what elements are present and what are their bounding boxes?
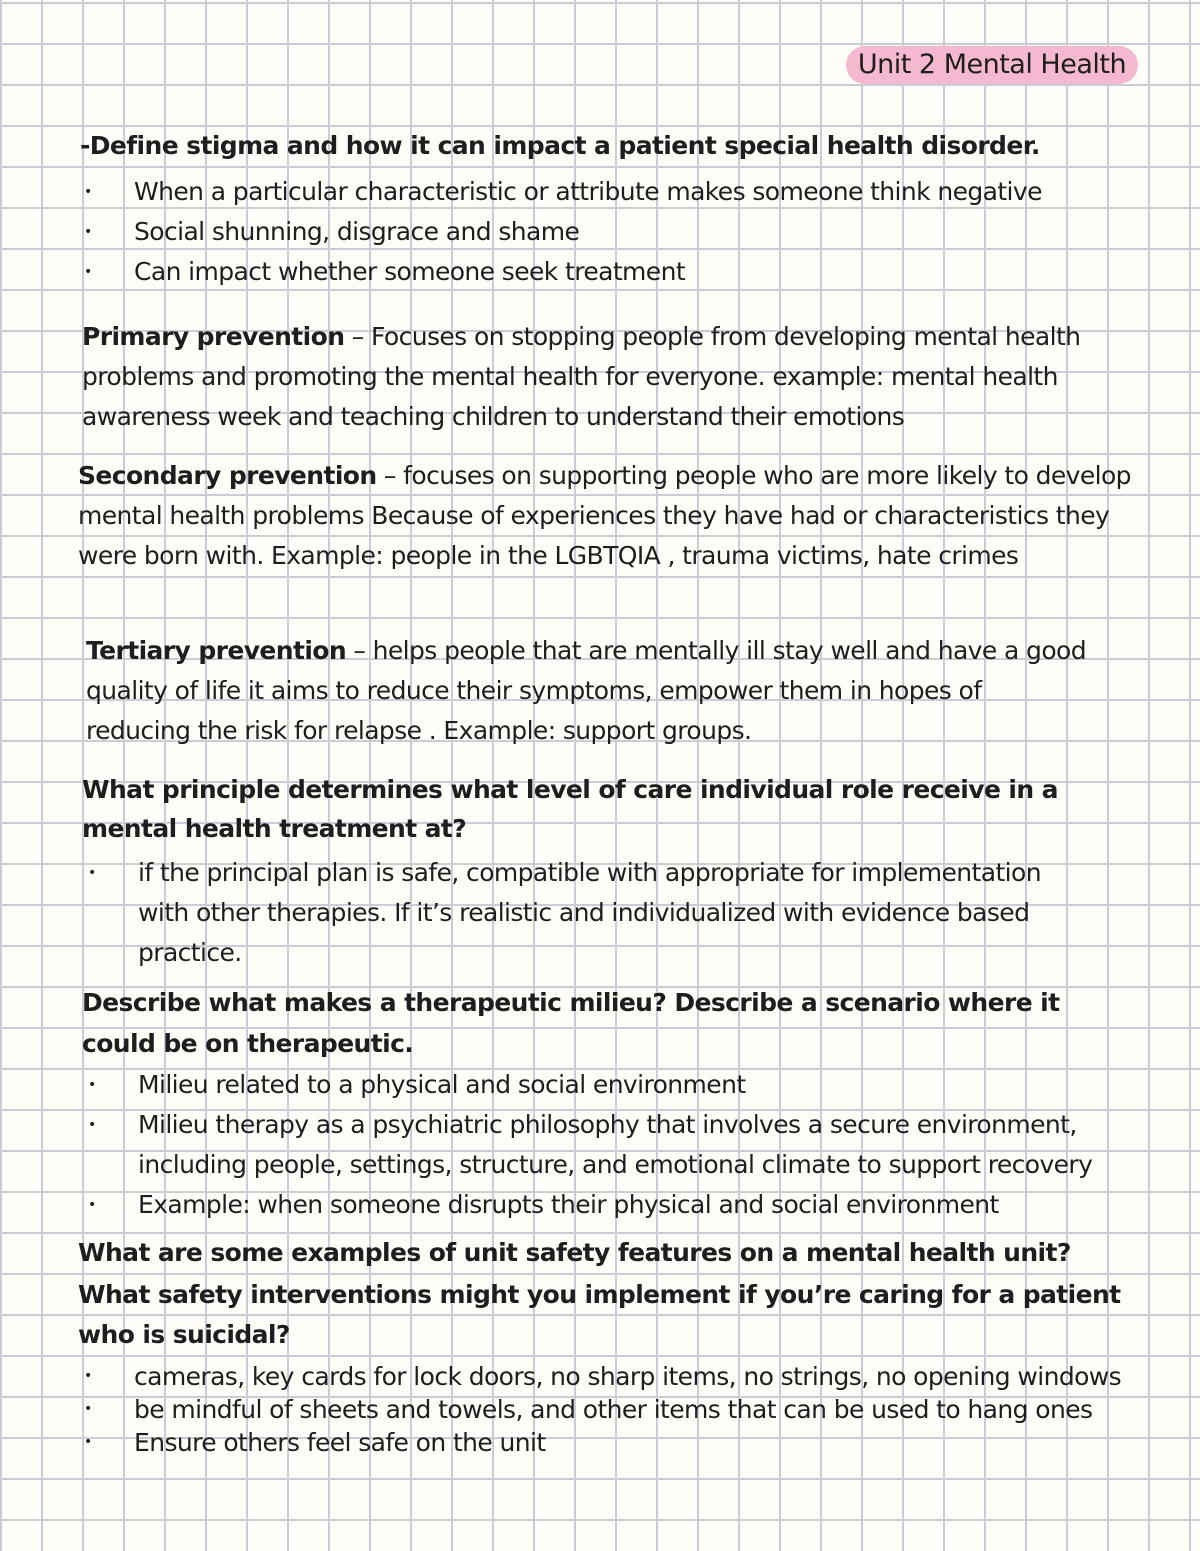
primary-prevention-text: – Focuses on stopping people from developing mental health problems and promoting the mental health for everyone. example: mental health awareness week and teaching children to understand their emotions <box>82 322 1081 431</box>
list-item: • When a particular characteristic or attribute makes someone think negative <box>80 172 1080 212</box>
milieu-heading-line-2: could be on therapeutic. <box>82 1029 414 1058</box>
tertiary-prevention-paragraph <box>86 631 1086 751</box>
milieu-heading-line-1: Describe what makes a therapeutic milieu? Describe a scenario where it <box>82 988 1060 1017</box>
secondary-prevention-term: Secondary prevention <box>78 461 377 490</box>
list-item: • Milieu therapy as a psychiatric philosophy that involves a secure environment, including people, settings, structure, and emotional climate to support recovery <box>84 1105 1144 1185</box>
primary-prevention-paragraph <box>82 317 1102 437</box>
principle-heading-line-2: mental health treatment at? <box>82 814 467 843</box>
list-item: • cameras, key cards for lock doors, no sharp items, no strings, no opening windows <box>80 1360 1140 1393</box>
list-item: • Can impact whether someone seek treatment <box>80 252 1080 292</box>
safety-heading-line-3: who is suicidal? <box>78 1320 290 1349</box>
list-item: • if the principal plan is safe, compatible with appropriate for implementation with other therapies. If it’s realistic and individualized with evidence based practice. <box>84 853 1074 973</box>
tertiary-prevention-text: – helps people that are mentally ill stay well and have a good quality of life it aims to reduce their symptoms, empower them in hopes of reducing the risk for relapse . Example: support groups. <box>86 636 1086 745</box>
unit-title-tag: Unit 2 Mental Health <box>846 46 1138 84</box>
stigma-heading: -Define stigma and how it can impact a patient special health disorder. <box>80 131 1040 160</box>
safety-bullet-list <box>80 1360 1140 1459</box>
list-item: • be mindful of sheets and towels, and other items that can be used to hang ones <box>80 1393 1140 1426</box>
primary-prevention-term: Primary prevention <box>82 322 345 351</box>
principle-bullet-list <box>84 853 1074 973</box>
safety-heading-line-1: What are some examples of unit safety features on a mental health unit? <box>78 1238 1071 1267</box>
tertiary-prevention-term: Tertiary prevention <box>86 636 347 665</box>
stigma-bullet-list <box>80 172 1080 292</box>
milieu-bullet-list <box>84 1065 1144 1225</box>
principle-heading-line-1: What principle determines what level of care individual role receive in a <box>82 775 1058 804</box>
list-item: • Example: when someone disrupts their physical and social environment <box>84 1185 1144 1225</box>
secondary-prevention-paragraph <box>78 456 1158 576</box>
secondary-prevention-text: – focuses on supporting people who are more likely to develop mental health problems Because of experiences they have had or characteristics they were born with. Example: people in the LGBTQIA , trauma victims, hate crimes <box>78 461 1131 570</box>
list-item: • Ensure others feel safe on the unit <box>80 1426 1140 1459</box>
list-item: • Social shunning, disgrace and shame <box>80 212 1080 252</box>
list-item: • Milieu related to a physical and social environment <box>84 1065 1144 1105</box>
safety-heading-line-2: What safety interventions might you implement if you’re caring for a patient <box>78 1280 1121 1309</box>
